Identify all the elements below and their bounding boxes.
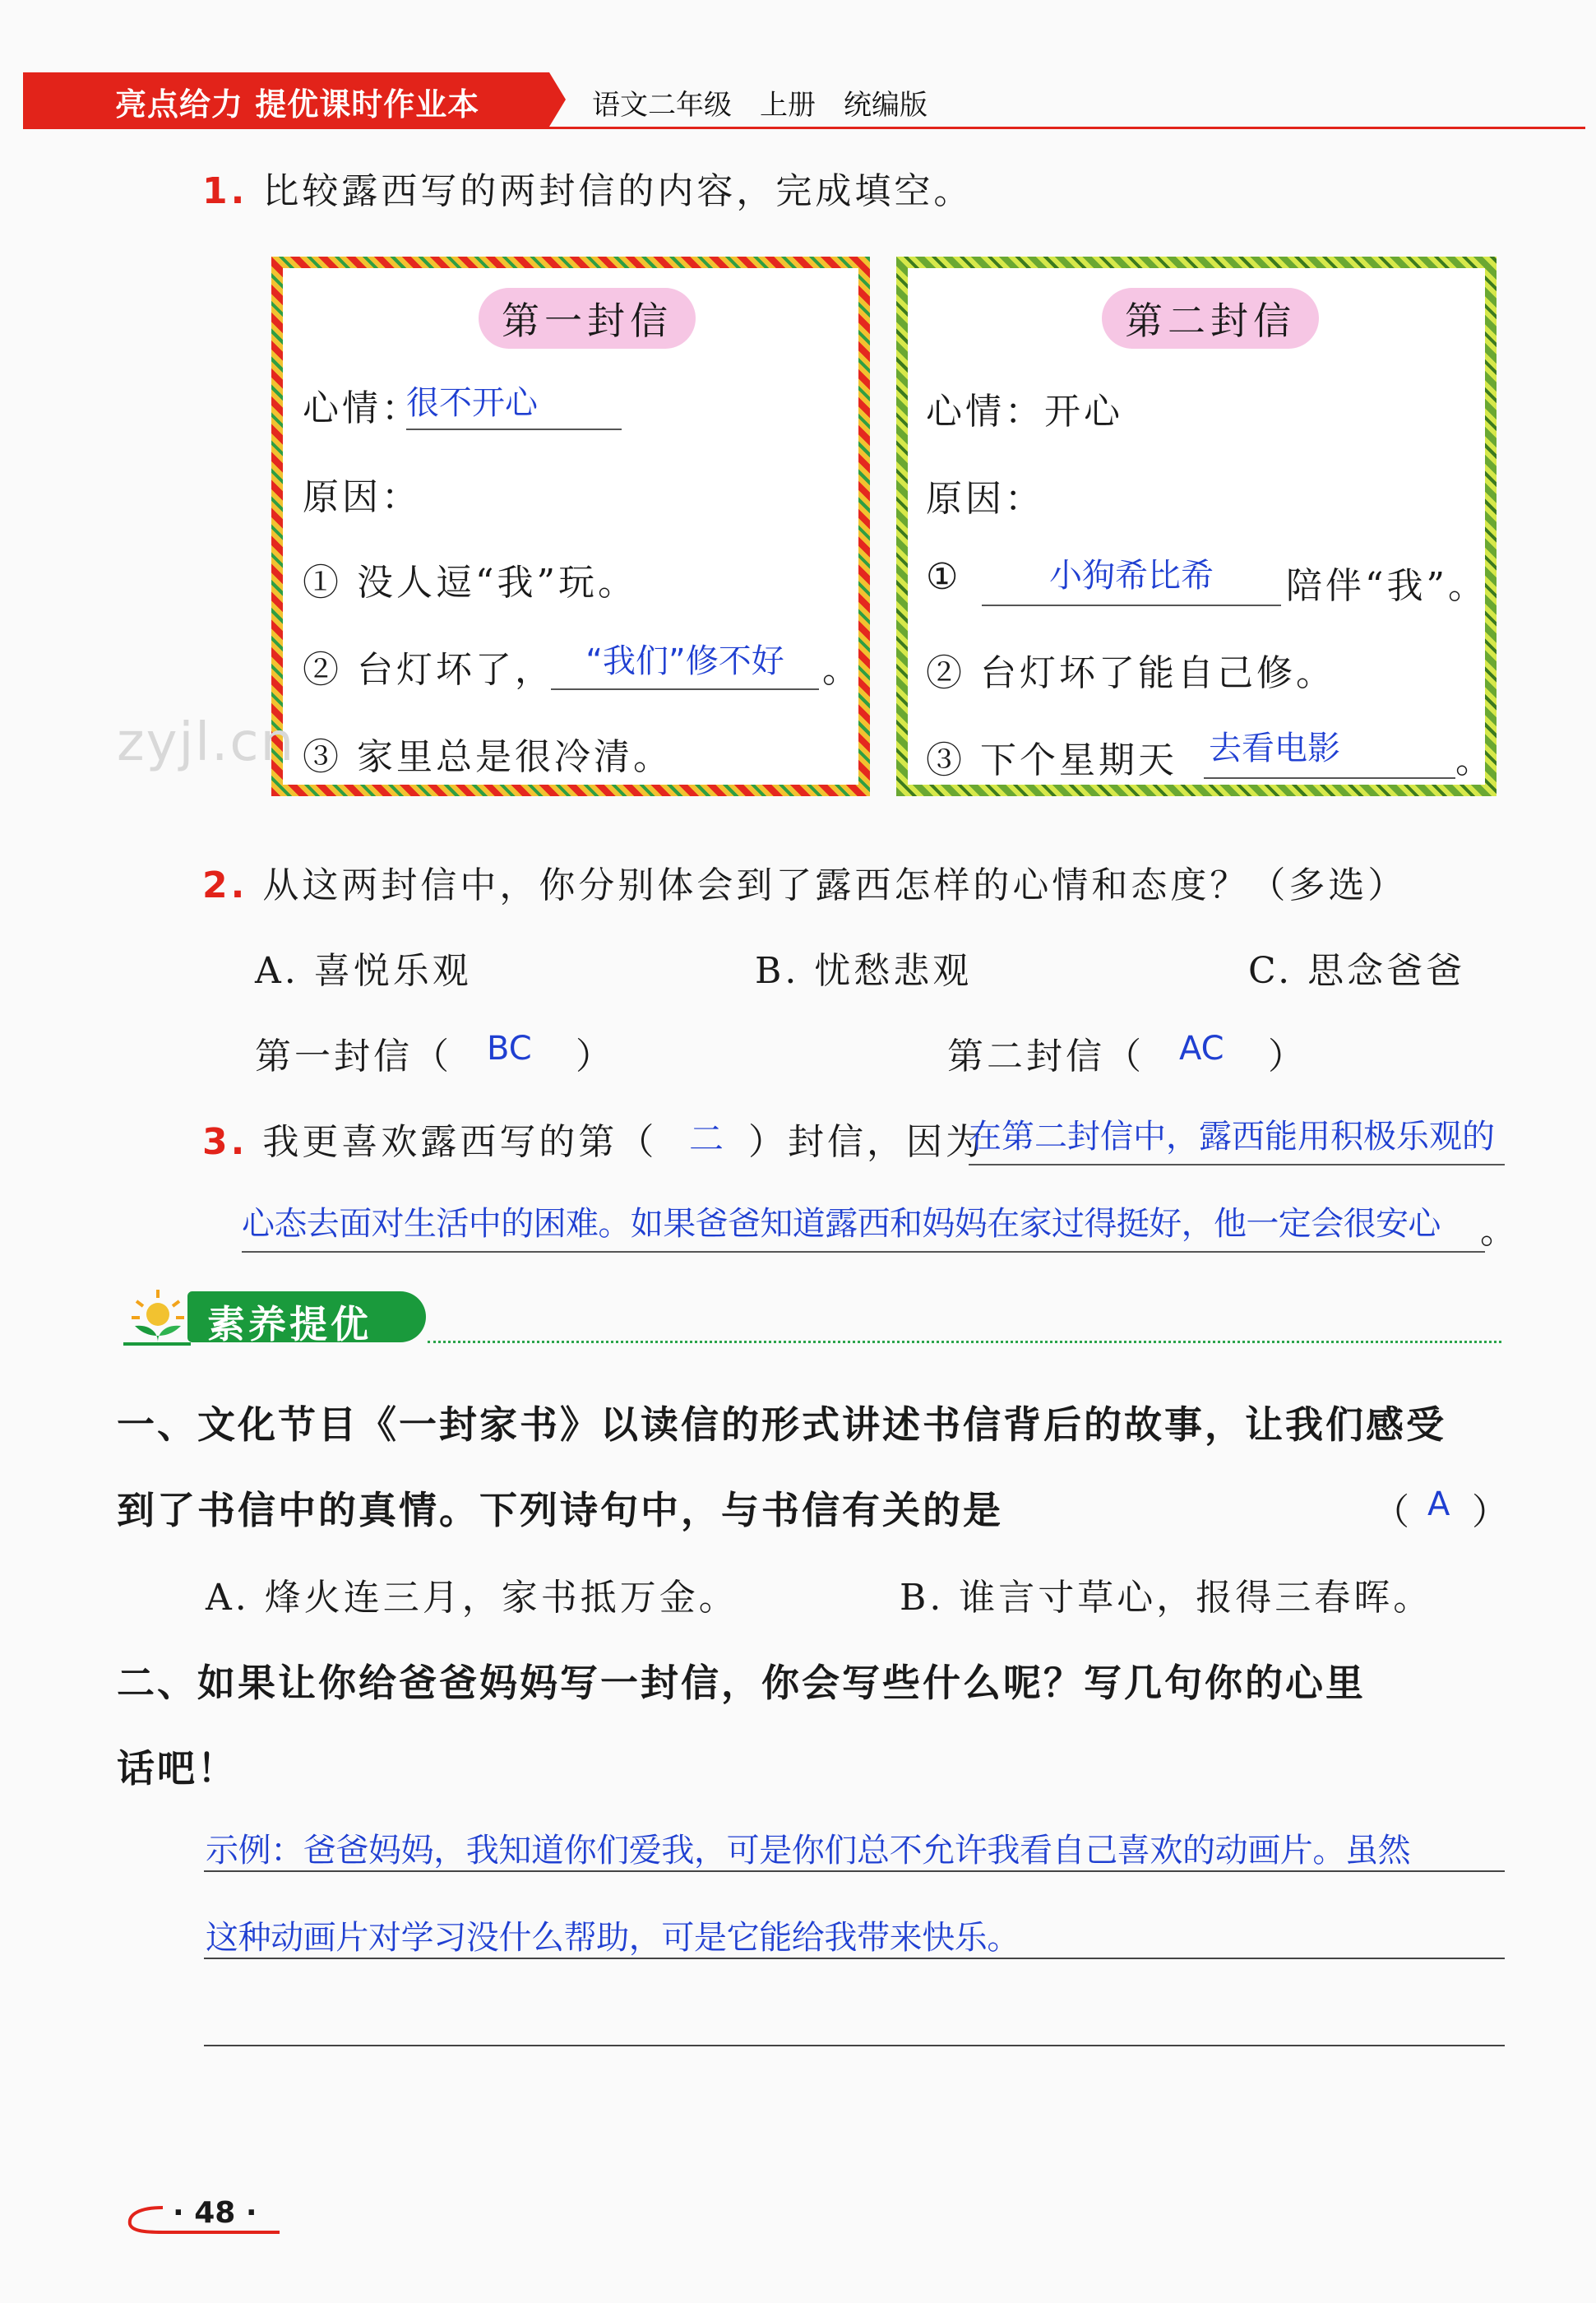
q2-option-c: C. 思念爸爸 [1248,950,1466,992]
header-meta: 语文二年级 上册 统编版 [592,89,928,122]
question-number: 1. [202,170,248,212]
watermark: zyjl.cn [117,712,296,773]
s1-line-2: 到了书信中的真情。下列诗句中，与书信有关的是 [117,1488,1003,1532]
q2-second-close: ） [1268,1036,1307,1077]
q2-option-a: A. 喜悦乐观 [255,950,472,992]
letter-2-reason-3-answer: 去看电影 [1204,722,1455,779]
sprout-icon [115,1285,197,1349]
question-2 [202,855,1407,908]
s2-line-2: 话吧！ [117,1746,238,1791]
section-rule [428,1341,1501,1343]
section-title: 素养提优 [207,1302,372,1346]
question-text: 从这两封信中，你分别体会到了露西怎样的心情和态度？（多选） [262,864,1408,906]
letter-2-reason-1-answer: 小狗希比希 [982,549,1281,606]
letter-1-mood-label: 心情： [303,387,421,429]
letter-1-reason-label: 原因： [303,476,421,518]
writing-line-2[interactable] [204,1958,1505,1959]
header-brand: 亮点给力 提优课时作业本 [115,86,480,123]
letter-2-reason-1-suffix: 陪伴“我”。 [1286,565,1487,607]
s1-option-a: A. 烽火连三月，家书抵万金。 [206,1577,738,1619]
q3-answer-line-1: 在第二封信中，露西能用积极乐观的 [969,1110,1505,1165]
letter-1-reason-2-suffix: 。 [822,649,862,691]
s1-answer: A [1427,1485,1450,1523]
s2-answer-line-1: 示例：爸爸妈妈，我知道你们爱我，可是你们总不允许我看自己喜欢的动画片。虽然 [206,1832,1411,1870]
q3-end: 。 [1480,1210,1520,1252]
q2-second-label: 第二封信（ [947,1036,1145,1077]
letter-1-reason-2-prefix: ② 台灯坏了， [303,649,554,691]
question-3 [202,1112,657,1165]
s2-answer-line-2: 这种动画片对学习没什么帮助，可是它能给我带来快乐。 [206,1919,1020,1957]
s1-line-1: 一、文化节目《一封家书》以读信的形式讲述书信背后的故事，让我们感受 [117,1402,1446,1447]
q2-first-answer: BC [487,1030,532,1068]
letter-2-reason-3-suffix: 。 [1455,739,1495,781]
s1-option-b: B. 谁言寸草心，报得三春晖。 [900,1577,1433,1619]
s1-paren-close: ） [1472,1491,1511,1533]
letter-2-title: 第二封信 [1102,288,1319,349]
s2-line-1: 二、如果让你给爸爸妈妈写一封信，你会写些什么呢？写几句你的心里 [117,1661,1366,1705]
question-1 [202,161,973,214]
question-number: 2. [202,864,248,906]
q3-choice: 二 [689,1119,724,1159]
q2-second-answer: AC [1179,1030,1224,1068]
letter-2-reason-1-prefix: ① [926,556,962,598]
letter-1-title: 第一封信 [479,288,696,349]
question-text-a: 我更喜欢露西写的第（ [262,1121,658,1163]
question-text: 比较露西写的两封信的内容，完成填空。 [262,170,974,212]
page-number: · 48 · [173,2196,257,2230]
letter-1-reason-3: ③ 家里总是很冷清。 [303,736,673,778]
letter-2-mood: 心情：开心 [926,391,1123,433]
letter-1-mood-answer: 很不开心 [406,377,622,430]
q2-option-b: B. 忧愁悲观 [755,950,973,992]
writing-line-1[interactable] [204,1870,1505,1872]
q2-first-close: ） [576,1036,615,1077]
q2-first-label: 第一封信（ [255,1036,452,1077]
letter-2-reason-3-prefix: ③ 下个星期天 [926,739,1177,781]
letter-2-reason-label: 原因： [926,478,1044,520]
question-text-b: ）封信，因为 [748,1121,985,1163]
writing-line-3[interactable] [204,2045,1505,2046]
letter-1-reason-2-answer: “我们”修不好 [551,635,819,690]
letter-1-reason-1: ① 没人逗“我”玩。 [303,562,637,604]
q3-answer-line-2: 心态去面对生活中的困难。如果爸爸知道露西和妈妈在家过得挺好，他一定会很安心 [242,1198,1485,1253]
letter-2-reason-2: ② 台灯坏了能自己修。 [926,652,1335,694]
question-number: 3. [202,1121,248,1163]
s1-paren-open: （ [1373,1491,1413,1533]
header-rule [23,127,1585,129]
